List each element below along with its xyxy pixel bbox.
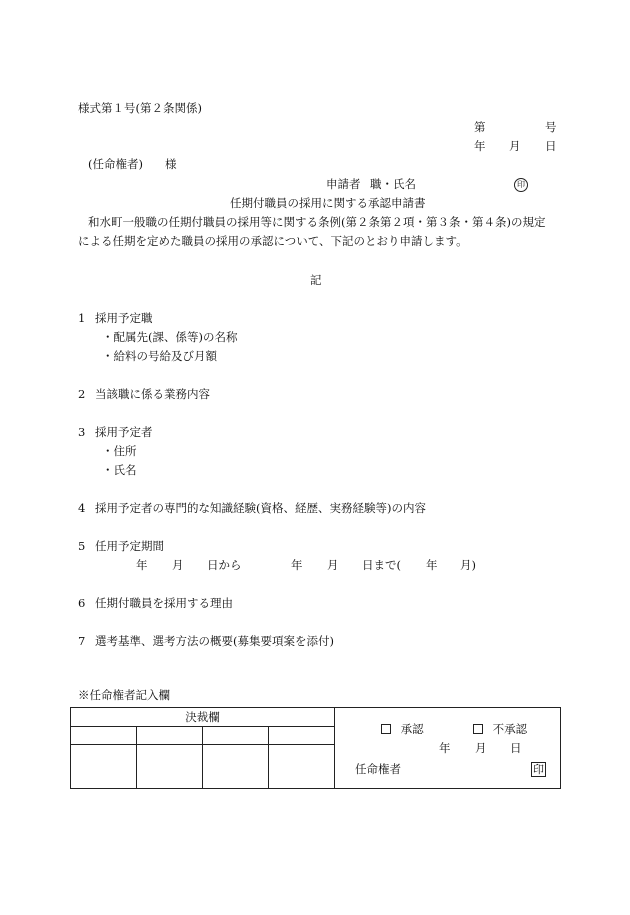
item-number: 5 bbox=[78, 539, 86, 553]
item-number: 7 bbox=[78, 634, 86, 648]
date-day: 日 bbox=[545, 139, 557, 153]
date-month: 月 bbox=[509, 139, 521, 153]
item-label: 採用予定者の専門的な知識経験(資格、経歴、実務経験等)の内容 bbox=[95, 501, 426, 515]
decision-stamp-cell[interactable] bbox=[137, 745, 203, 789]
period-month-1: 月 bbox=[172, 558, 184, 572]
item-sub: ・給料の号給及び月額 bbox=[102, 349, 217, 363]
period-month-2: 月 bbox=[327, 558, 339, 572]
addressee-name: (任命権者) bbox=[88, 157, 143, 171]
approve-checkbox[interactable] bbox=[381, 724, 391, 734]
period-day-1: 日から bbox=[207, 558, 242, 572]
reject-checkbox[interactable] bbox=[473, 724, 483, 734]
decision-stamp-cell[interactable] bbox=[203, 745, 269, 789]
item-label: 採用予定者 bbox=[95, 425, 153, 439]
doc-no-suffix: 号 bbox=[545, 120, 557, 134]
applicant-label: 申請者 bbox=[326, 177, 361, 191]
decision-stamp-header bbox=[137, 727, 203, 745]
seal-box: 印 bbox=[533, 763, 544, 776]
ki-heading: 記 bbox=[310, 273, 322, 287]
approval-day: 日 bbox=[510, 741, 522, 755]
decision-stamp-header bbox=[203, 727, 269, 745]
item-number: 2 bbox=[78, 387, 86, 401]
decision-stamp-header bbox=[269, 727, 335, 745]
item-sub: ・配属先(課、係等)の名称 bbox=[102, 330, 238, 344]
appointer-seal bbox=[531, 762, 546, 777]
appointer-section-heading: ※任命権者記入欄 bbox=[78, 688, 170, 702]
item-sub: ・氏名 bbox=[102, 463, 137, 477]
approval-month: 月 bbox=[475, 741, 487, 755]
period-year-1: 年 bbox=[136, 558, 148, 572]
approve-label: 承認 bbox=[400, 722, 424, 736]
doc-no-prefix: 第 bbox=[474, 120, 486, 134]
decision-table bbox=[70, 707, 561, 789]
period-day-2: 日まで( bbox=[362, 558, 401, 572]
document-title: 任期付職員の採用に関する承認申請書 bbox=[230, 196, 426, 210]
reject-label: 不承認 bbox=[492, 722, 528, 736]
body-line-2: による任期を定めた職員の採用の承認について、下記のとおり申請します。 bbox=[78, 234, 468, 248]
decision-stamp-cell[interactable] bbox=[269, 745, 335, 789]
date-year: 年 bbox=[474, 139, 486, 153]
applicant-seal bbox=[514, 178, 528, 192]
item-label: 任用予定期間 bbox=[95, 539, 164, 553]
seal-mark: 印 bbox=[514, 178, 528, 192]
form-number: 様式第１号(第２条関係) bbox=[78, 101, 202, 115]
item-sub: ・住所 bbox=[102, 444, 137, 458]
body-line-1: 和水町一般職の任期付職員の採用等に関する条例(第２条第２項・第３条・第４条)の規定 bbox=[88, 215, 546, 229]
item-number: 1 bbox=[78, 311, 86, 325]
addressee-honorific: 様 bbox=[165, 157, 177, 171]
approval-year: 年 bbox=[439, 741, 451, 755]
item-number: 6 bbox=[78, 596, 86, 610]
decision-stamp-cell[interactable] bbox=[71, 745, 137, 789]
item-label: 当該職に係る業務内容 bbox=[95, 387, 210, 401]
item-number: 4 bbox=[78, 501, 86, 515]
approve-option[interactable] bbox=[381, 724, 424, 736]
approval-cell bbox=[335, 708, 561, 789]
item-label: 任期付職員を採用する理由 bbox=[95, 596, 233, 610]
period-year-3: 年 bbox=[426, 558, 438, 572]
item-number: 3 bbox=[78, 425, 86, 439]
item-label: 選考基準、選考方法の概要(募集要項案を添付) bbox=[95, 634, 334, 648]
decision-stamp-header bbox=[71, 727, 137, 745]
item-label: 採用予定職 bbox=[95, 311, 153, 325]
applicant-field: 職・氏名 bbox=[370, 177, 416, 191]
period-month-3: 月) bbox=[460, 558, 476, 572]
appointer-label: 任命権者 bbox=[355, 762, 401, 776]
period-year-2: 年 bbox=[291, 558, 303, 572]
decision-header: 決裁欄 bbox=[71, 708, 335, 727]
reject-option[interactable] bbox=[473, 724, 527, 736]
